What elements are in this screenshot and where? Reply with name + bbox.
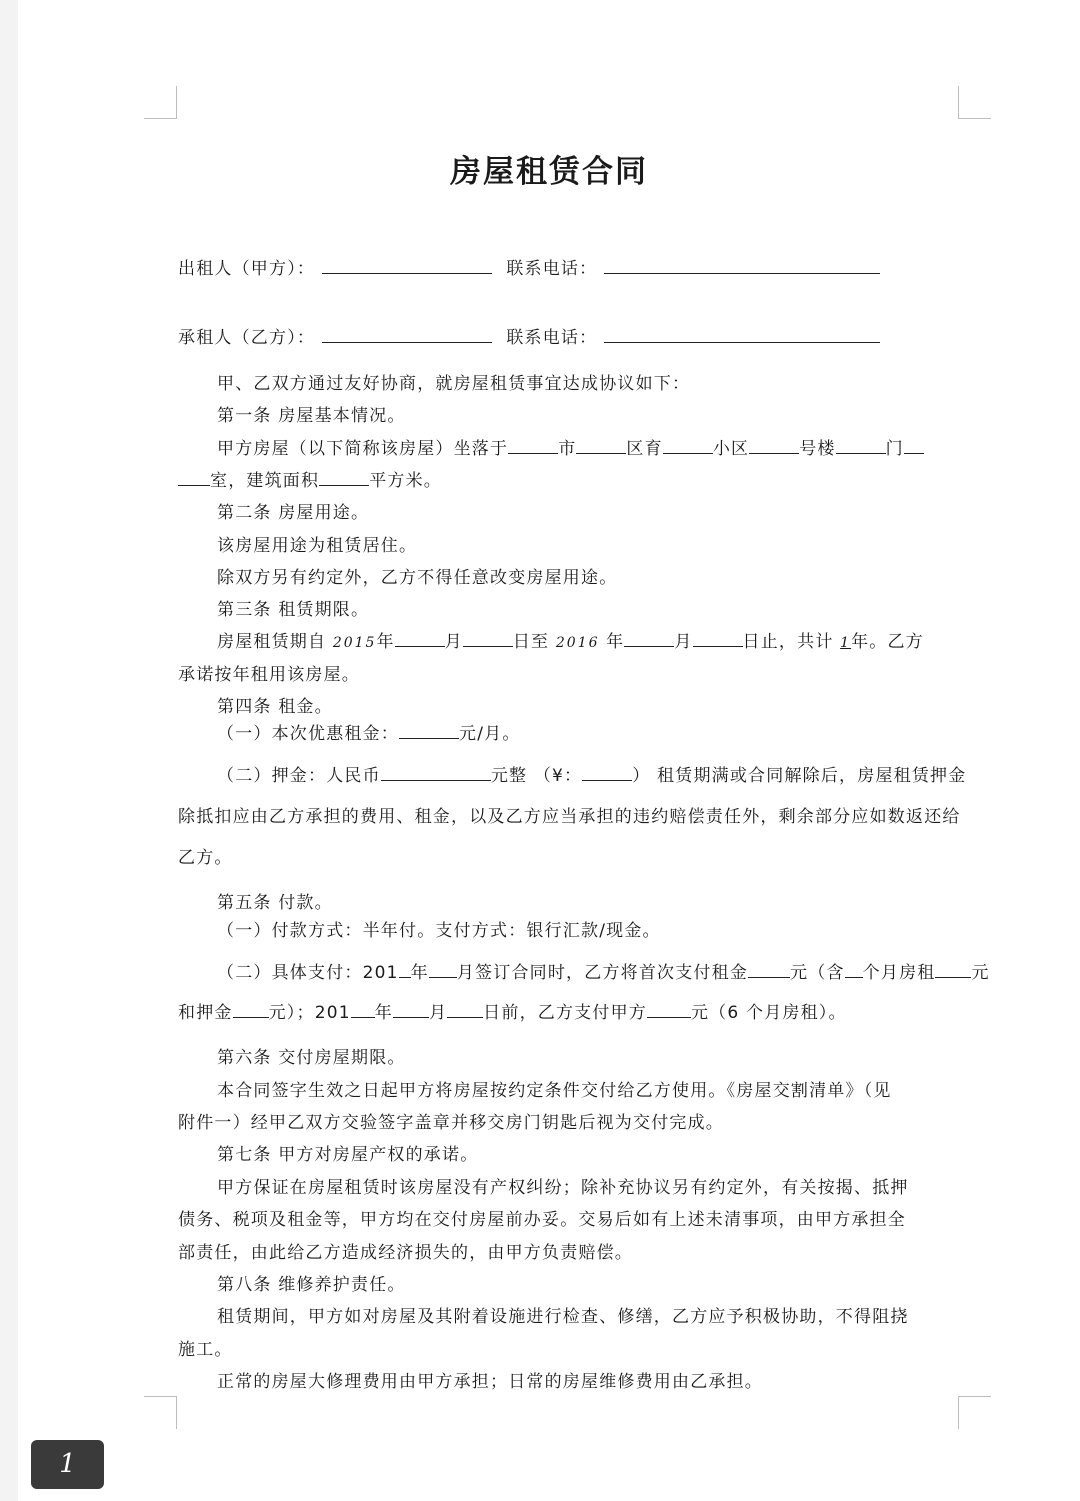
article-3-line-2: 承诺按年租用该房屋。	[178, 665, 360, 685]
blank	[393, 1003, 429, 1018]
text-span: 年	[374, 1003, 393, 1023]
article-4-line-2	[217, 761, 966, 786]
text-span: 元整 （¥：	[490, 766, 583, 786]
text-span: 市	[558, 439, 577, 459]
article-6-line-2: 附件一）经甲乙双方交验签字盖章并移交房门钥匙后视为交付完成。	[178, 1113, 724, 1133]
text-span: 元（6 个月房租）。	[690, 1003, 847, 1023]
article-8-line-2: 施工。	[178, 1340, 233, 1360]
handwritten-year-end: 2016	[555, 635, 600, 651]
text-span: 月签订合同时，乙方将首次支付租金	[456, 963, 749, 983]
handwritten-term: 1	[840, 635, 852, 651]
article-7-title: 第七条 甲方对房屋产权的承诺。	[217, 1145, 479, 1165]
document-title: 房屋租赁合同	[450, 154, 648, 190]
blank	[447, 1003, 483, 1018]
article-2-line-2: 除双方另有约定外，乙方不得任意改变房屋用途。	[217, 568, 618, 588]
blank	[693, 632, 743, 647]
crop-mark-bottom-left	[144, 1396, 177, 1429]
blank	[748, 963, 790, 978]
text-span: 元/月。	[459, 724, 521, 744]
article-8-line-3: 正常的房屋大修理费用由甲方承担；日常的房屋维修费用由乙承担。	[217, 1372, 763, 1392]
text-span: 月	[674, 632, 693, 652]
article-3-title: 第三条 租赁期限。	[217, 600, 370, 620]
text-span: 日止，共计	[742, 632, 834, 652]
article-7-line-1: 甲方保证在房屋租赁时该房屋没有产权纠纷；除补充协议另有约定外，有关按揭、抵押	[217, 1178, 909, 1198]
article-1-line-2	[178, 466, 442, 491]
text-span: 月	[428, 1003, 448, 1023]
text-span: （二）押金：人民币	[217, 766, 381, 786]
party-a-phone-blank	[604, 259, 880, 274]
party-b-label: 承租人（乙方）：	[178, 328, 316, 348]
page-number-badge[interactable]: 1	[31, 1440, 104, 1489]
blank	[399, 724, 459, 739]
article-2-line-1: 该房屋用途为租赁居住。	[217, 536, 418, 556]
blank	[381, 766, 491, 781]
article-6-line-1: 本合同签字生效之日起甲方将房屋按约定条件交付给乙方使用。《房屋交割清单》（见	[217, 1081, 892, 1101]
blank	[351, 1003, 375, 1018]
blank	[178, 471, 210, 486]
text-span: 年	[606, 632, 625, 652]
crop-mark-top-left	[144, 86, 177, 119]
text-span: 日至	[512, 632, 550, 652]
text-span: 号楼	[799, 439, 836, 459]
blank	[647, 1003, 691, 1018]
text-span: 房屋租赁期自	[217, 632, 327, 652]
blank	[508, 439, 558, 454]
text-span: 元	[971, 963, 990, 983]
text-span: 平方米。	[369, 471, 443, 491]
blank	[845, 963, 863, 978]
text-span: 日前，乙方支付甲方	[483, 1003, 647, 1023]
article-5-line-1: （一）付款方式：半年付。支付方式：银行汇款/现金。	[217, 921, 661, 941]
party-b-row	[178, 323, 880, 348]
article-7-line-2: 债务、税项及租金等，甲方均在交付房屋前办妥。交易后如有上述未清事项，由甲方承担全	[178, 1210, 906, 1230]
article-4-line-1	[217, 719, 521, 744]
blank	[624, 632, 674, 647]
crop-mark-top-right	[958, 86, 991, 119]
article-6-title: 第六条 交付房屋期限。	[217, 1048, 406, 1068]
text-span: 和押金	[178, 1003, 233, 1023]
handwritten-year-start: 2015	[332, 635, 377, 651]
text-span: 区育	[626, 439, 663, 459]
text-span: 年。乙方	[851, 632, 924, 652]
blank	[935, 963, 971, 978]
text-span: 门	[885, 439, 904, 459]
party-a-phone-label: 联系电话：	[506, 259, 598, 279]
blank	[463, 632, 513, 647]
party-b-name-blank	[322, 328, 492, 343]
crop-mark-bottom-right	[958, 1396, 991, 1429]
article-4-line-3: 除抵扣应由乙方承担的费用、租金，以及乙方应当承担的违约赔偿责任外，剩余部分应如数返还给	[178, 807, 961, 827]
blank	[663, 439, 713, 454]
text-span: 年	[376, 632, 395, 652]
text-span: 个月房租	[862, 963, 936, 983]
text-span: 室，建筑面积	[210, 471, 320, 491]
party-a-row	[178, 254, 880, 279]
blank	[233, 1003, 269, 1018]
party-b-phone-blank	[604, 328, 880, 343]
article-8-line-1: 租赁期间，甲方如对房屋及其附着设施进行检查、修缮，乙方应予积极协助，不得阻挠	[217, 1307, 909, 1327]
blank	[582, 766, 632, 781]
text-span: ） 租赁期满或合同解除后，房屋租赁押金	[632, 766, 967, 786]
blank	[749, 439, 799, 454]
party-a-label: 出租人（甲方）：	[178, 259, 316, 279]
article-1-title: 第一条 房屋基本情况。	[217, 406, 406, 426]
text-span: （一）本次优惠租金：	[217, 724, 399, 744]
article-3-line-1	[217, 627, 924, 652]
text-span: 年	[410, 963, 429, 983]
blank	[399, 963, 411, 978]
text-span: （二）具体支付：201	[217, 963, 399, 983]
article-7-line-3: 部责任，由此给乙方造成经济损失的，由甲方负责赔偿。	[178, 1243, 633, 1263]
text-span: 甲方房屋（以下简称该房屋）坐落于	[217, 439, 509, 459]
text-span: 月	[444, 632, 463, 652]
text-span: 元）；201	[268, 1003, 351, 1023]
article-5-line-3	[178, 998, 847, 1023]
blank	[576, 439, 626, 454]
article-8-title: 第八条 维修养护责任。	[217, 1275, 406, 1295]
article-4-line-4: 乙方。	[178, 848, 233, 868]
document-page	[18, 0, 1080, 1501]
blank	[904, 439, 924, 454]
blank	[319, 471, 369, 486]
blank	[395, 632, 445, 647]
party-b-phone-label: 联系电话：	[506, 328, 598, 348]
text-span: 小区	[712, 439, 750, 459]
article-5-title: 第五条 付款。	[217, 893, 333, 913]
blank	[429, 963, 457, 978]
article-2-title: 第二条 房屋用途。	[217, 503, 370, 523]
article-4-title: 第四条 租金。	[217, 697, 333, 717]
article-1-line-1	[217, 434, 924, 459]
text-span: 元（含	[790, 963, 845, 983]
article-5-line-2	[217, 958, 990, 983]
intro-paragraph: 甲、乙双方通过友好协商，就房屋租赁事宜达成协议如下：	[217, 374, 691, 394]
blank	[836, 439, 886, 454]
party-a-name-blank	[322, 259, 492, 274]
